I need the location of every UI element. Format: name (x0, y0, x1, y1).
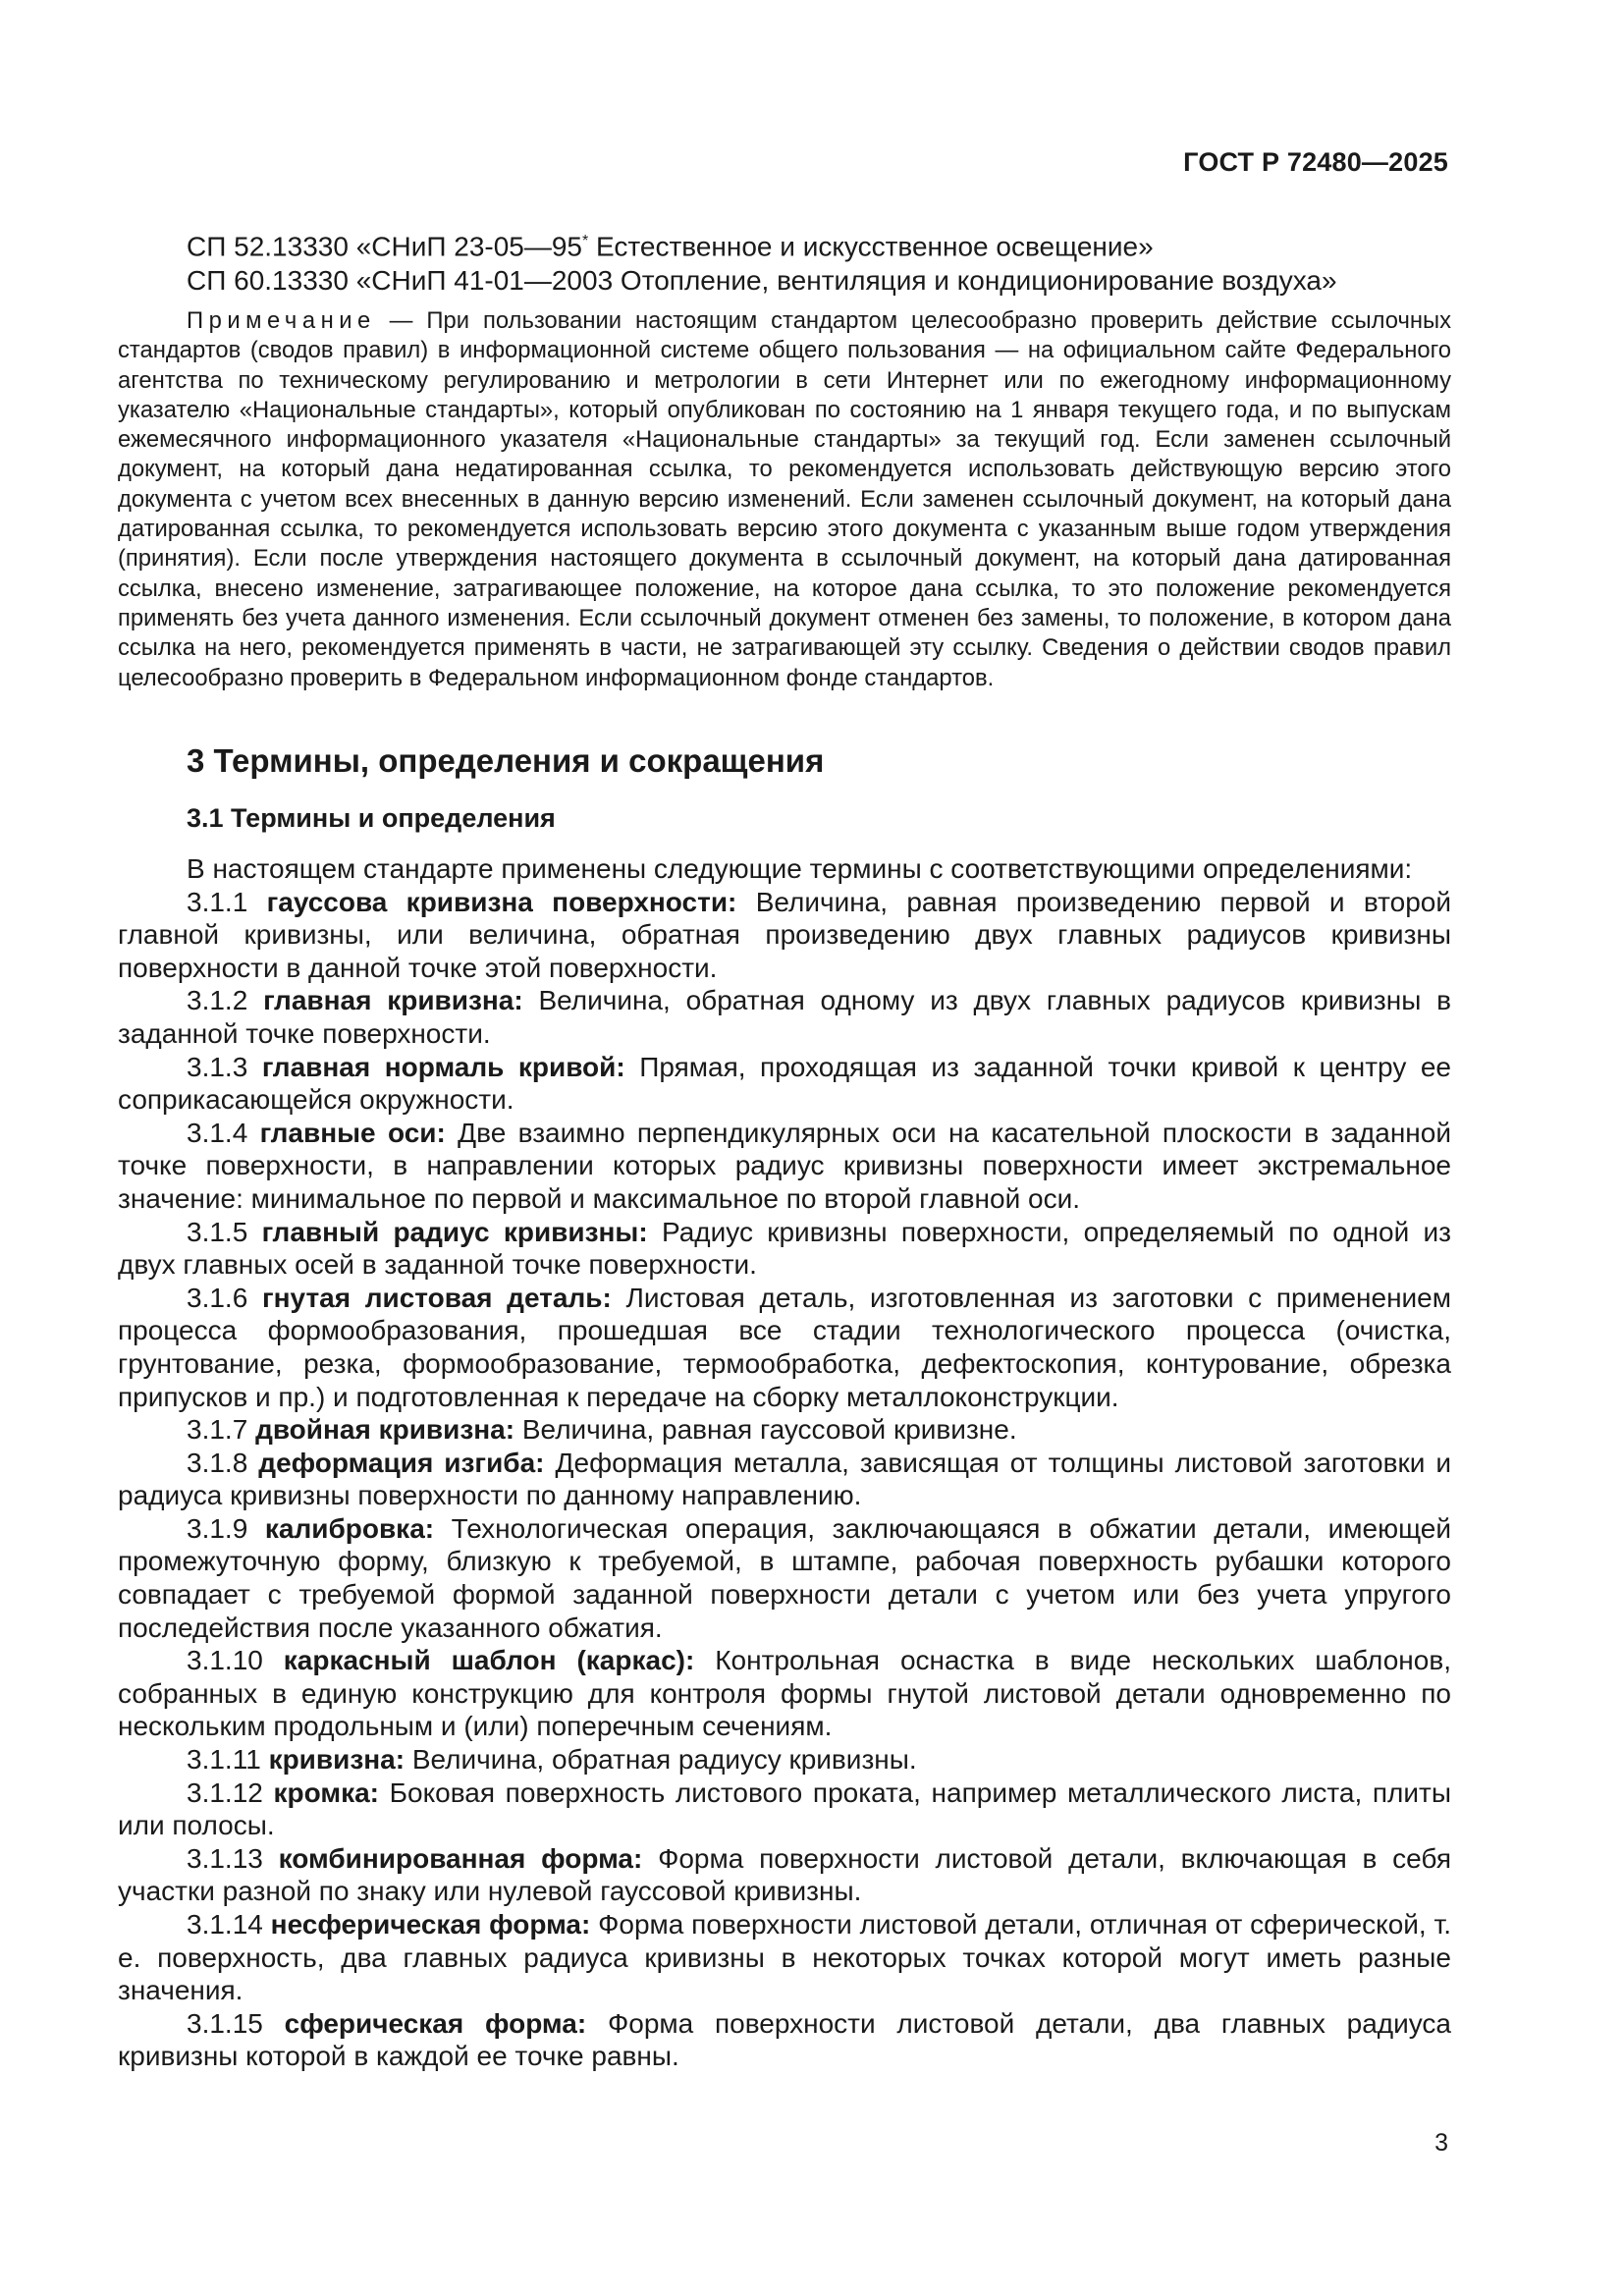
term-entry (118, 2007, 1451, 2073)
term-number: 3.1.14 (187, 1909, 271, 1940)
term-definition: Форма поверхности листовой детали, два главных радиуса кривизны которой в каждой ее точке равны. (118, 2007, 1451, 2072)
term-number: 3.1.10 (187, 1645, 284, 1676)
term-definition: Форма поверхности листовой детали, включающая в себя участки разной по знаку или нулевой гауссовой кривизны. (118, 1842, 1451, 1907)
term-entry (118, 1051, 1451, 1117)
term-entry (118, 1743, 1451, 1777)
term-entry (118, 1512, 1451, 1644)
reference-text: СП 60.13330 «СНиП 41-01—2003 Отопление, вентиляция и кондиционирование воздуха» (187, 265, 1337, 297)
term-definition: Две взаимно перпендикулярных оси на касательной плоскости в заданной точке поверхности, в направлении которых радиус кривизны поверхности имеет экстремальное значение: минимальное по первой и максимальное по второй главной оси. (118, 1117, 1451, 1214)
term-number: 3.1.6 (187, 1282, 262, 1313)
term-entry (118, 1216, 1451, 1282)
term-name: гауссова кривизна поверхности: (266, 886, 737, 917)
note-block (118, 306, 1451, 693)
term-definition: Величина, обратная одному из двух главных радиусов кривизны в заданной точке поверхности. (118, 985, 1451, 1049)
term-name: несферическая форма: (270, 1909, 591, 1940)
term-name: комбинированная форма: (278, 1842, 643, 1874)
term-entry (118, 1842, 1451, 1908)
term-entry (118, 1777, 1451, 1842)
term-definition: Технологическая операция, заключающаяся в обжатии детали, имеющей промежуточную форму, близкую к требуемой, в штампе, рабочая поверхность рубашки которого совпадает с требуемой формой заданной поверхности детали с учетом или без учета упругого последействия после указанного обжатия. (118, 1512, 1451, 1643)
term-number: 3.1.4 (187, 1117, 260, 1148)
term-entry (118, 984, 1451, 1050)
term-number: 3.1.11 (187, 1744, 269, 1776)
term-name: главный радиус кривизны: (261, 1216, 648, 1247)
subsection-title: 3.1 Термины и определения (187, 803, 556, 833)
reference-item (187, 263, 1463, 298)
term-number: 3.1.13 (187, 1842, 279, 1874)
term-name: деформация изгиба: (258, 1447, 545, 1478)
reference-text-tail: Естественное и искусственное освещение» (588, 231, 1154, 262)
term-name: калибровка: (264, 1512, 435, 1544)
term-number: 3.1.1 (187, 886, 267, 917)
term-definition: Форма поверхности листовой детали, отличная от сферической, т. е. поверхность, два главных радиуса кривизны в некоторых точках которой могут иметь разные значения. (118, 1909, 1451, 2006)
term-entry (118, 1117, 1451, 1216)
term-number: 3.1.5 (187, 1216, 262, 1247)
term-name: каркасный шаблон (каркас): (283, 1645, 695, 1676)
term-definition: Величина, обратная радиусу кривизны. (405, 1744, 917, 1776)
term-number: 3.1.2 (187, 985, 264, 1016)
term-entry (118, 1908, 1451, 2007)
term-name: двойная кривизна: (255, 1414, 515, 1446)
term-definition: Боковая поверхность листового проката, например металлического листа, плиты или полосы. (118, 1777, 1451, 1841)
term-entry (118, 1282, 1451, 1413)
term-name: главная нормаль кривой: (261, 1051, 625, 1082)
term-name: сферическая форма: (284, 2007, 587, 2039)
section-title: 3 Термины, определения и сокращения (187, 742, 825, 779)
term-definition: Прямая, проходящая из заданной точки кривой к центру ее соприкасающейся окружности. (118, 1051, 1451, 1116)
term-number: 3.1.3 (187, 1051, 262, 1082)
term-name: главные оси: (259, 1117, 446, 1148)
term-definition: Величина, равная произведению первой и второй главной кривизны, или величина, обратная произведению двух главных радиусов кривизны поверхности в данной точке этой поверхности. (118, 886, 1451, 983)
term-entry (118, 1644, 1451, 1743)
term-definition: Листовая деталь, изготовленная из заготовки с применением процесса формообразования, прошедшая все стадии технологического процесса (очистка, грунтование, резка, формообразование, термообработка, дефектоскопия, контурование, обрезка припусков и пр.) и подготовленная к передаче на сборку металлоконструкции. (118, 1282, 1452, 1412)
term-entry (118, 1447, 1451, 1512)
term-definition: Деформация металла, зависящая от толщины листовой заготовки и радиуса кривизны поверхности по данному направлению. (118, 1447, 1451, 1511)
references-list (187, 224, 1463, 298)
page-number: 3 (1434, 2129, 1448, 2157)
document-header-id: ГОСТ Р 72480—2025 (1183, 147, 1448, 177)
note-label: Примечание (187, 307, 376, 334)
term-number: 3.1.8 (187, 1447, 259, 1478)
term-entry (118, 886, 1451, 985)
term-name: гнутая листовая деталь: (261, 1282, 612, 1313)
term-definition: Контрольная оснастка в виде нескольких шаблонов, собранных в единую конструкцию для контроля формы гнутой листовой детали одновременно по нескольким продольным и (или) поперечным сечениям. (118, 1645, 1451, 1742)
term-entry (118, 1413, 1451, 1447)
reference-superscript: * (582, 233, 589, 249)
section-body (118, 852, 1451, 2073)
term-number: 3.1.7 (187, 1414, 256, 1446)
note-text: — При пользовании настоящим стандартом целесообразно проверить действие ссылочных стандартов (сводов правил) в информационной системе общего пользования — на официальном сайте Федерального агентства по техническому регулированию и метрологии в сети Интернет или по ежегодному информационному указателю «Национальные стандарты», который опубликован по состоянию на 1 января текущего года, и по выпускам ежемесячного информационного указателя «Национальные стандарты» за текущий год. Если заменен ссылочный документ, на который дана недатированная ссылка, то рекомендуется использовать действующую версию этого документа с учетом всех внесенных в данную версию изменений. Если заменен ссылочный документ, на который дана датированная ссылка, то рекомендуется использовать версию этого документа с указанным выше годом утверждения (принятия). Если после утверждения настоящего документа в ссылочный документ, на который дана датированная ссылка, внесено изменение, затрагивающее положение, на которое дана ссылка, то это положение рекомендуется применять без учета данного изменения. Если ссылочный документ отменен без замены, то положение, в котором дана ссылка на него, рекомендуется применять в части, не затрагивающей эту ссылку. Сведения о действии сводов правил целесообразно проверить в Федеральном информационном фонде стандартов. (118, 307, 1451, 691)
reference-item (187, 224, 1463, 263)
term-number: 3.1.12 (187, 1777, 274, 1808)
term-name: кромка: (273, 1777, 379, 1808)
term-definition: Радиус кривизны поверхности, определяемый по одной из двух главных осей в заданной точке поверхности. (118, 1216, 1451, 1281)
reference-text: СП 52.13330 «СНиП 23-05—95 (187, 231, 583, 262)
section-intro: В настоящем стандарте применены следующие термины с соответствующими определениями: (187, 853, 1413, 884)
term-definition: Величина, равная гауссовой кривизне. (514, 1414, 1017, 1446)
term-name: главная кривизна: (263, 985, 523, 1016)
term-number: 3.1.9 (187, 1512, 265, 1544)
term-name: кривизна: (268, 1744, 406, 1776)
term-number: 3.1.15 (187, 2007, 285, 2039)
